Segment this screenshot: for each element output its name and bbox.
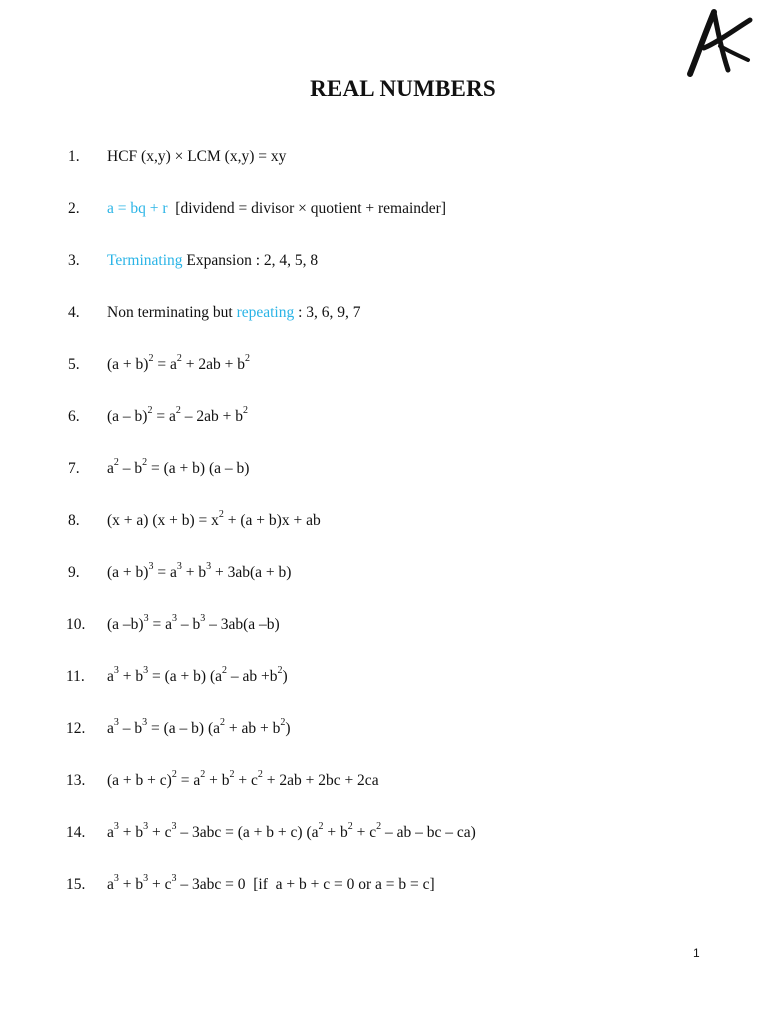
item-number: 12. [66,720,86,737]
item-number: 15. [66,876,86,893]
item-number: 10. [66,616,86,633]
page-title: REAL NUMBERS [310,76,496,101]
item-text: $a^3 + b^3 = (a + b)$ ($a^2$ – ab $+b^2$) [107,665,288,685]
highlighted-text: a = bq + r [107,200,168,217]
item-text: $(a + b)^3 = a^3 + b^3 + 3ab(a + b)$ [107,561,292,581]
item-text: Non terminating but repeating : 3, 6, 9, 7 [107,304,361,321]
item-text: $a^3 - b^3 = (a - b) (a^2$ + ab + $b^2$) [107,717,291,737]
item-text: $(a + b + c)^2 = a^2 + b^2 + c^2 + 2ab + 2bc + 2ca$ [107,769,379,789]
item-number: 5. [68,356,80,373]
item-number: 1. [68,148,80,165]
item-text: Terminating Expansion : 2, 4, 5, 8 [107,252,319,269]
item-text: $a^2 - b^2 = (a + b)$ (a – b) [107,457,250,477]
item-text: (a $-b)^3 = a^3 - b^3 - 3ab(a$ –b) [107,613,280,633]
item-text: a = bq + r [dividend = divisor × quotient + remainder] [107,200,447,217]
item-text: HCF (x,y) × LCM (x,y) = xy [107,148,287,165]
item-number: 7. [68,460,80,477]
highlighted-text: repeating [236,304,295,321]
item-text: $(a + b)^2 = a^2 + 2ab + b^2$ [107,353,250,373]
item-number: 8. [68,512,80,529]
item-number: 4. [68,304,80,321]
item-text: (x + a) $(x + b) = x^2 + (a + b)x$ + ab [107,509,321,529]
page-number: 1 [693,946,700,960]
item-text: $(a - b)^2 = a^2 - 2ab + b^2$ [107,405,248,425]
item-number: 13. [66,772,86,789]
item-number: 9. [68,564,80,581]
item-number: 11. [66,668,85,685]
item-number: 6. [68,408,80,425]
item-number: 3. [68,252,80,269]
item-number: 14. [66,824,86,841]
logo-icon [684,8,756,78]
item-text: $a^3 + b^3 + c^3 - 3abc = (a + b + c) (a^2 + b^2 + c^2$ – ab – bc – ca) [107,821,476,841]
item-number: 2. [68,200,80,217]
highlighted-text: Terminating [107,252,183,269]
item-text: $a^3 + b^3 + c^3 - 3abc = 0$ [if a + b + c = 0 or a = b = c] [107,873,435,893]
